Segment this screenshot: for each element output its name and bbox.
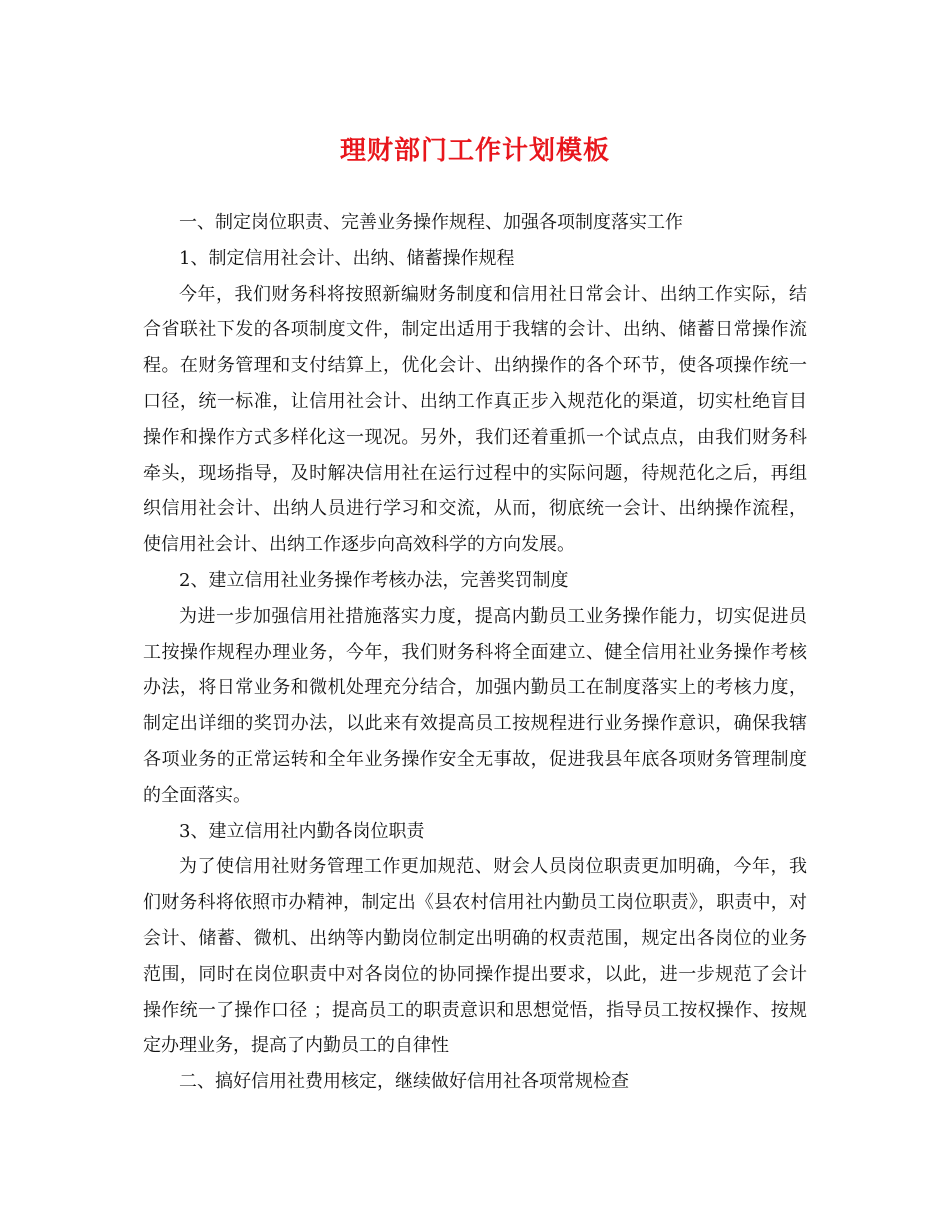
subsection-heading-2: 2、建立信用社业务操作考核办法，完善奖罚制度 [179,569,569,591]
section-heading-2: 二、搞好信用社费用核定，继续做好信用社各项常规检查 [179,1071,629,1093]
paragraph-3: 为了使信用社财务管理工作更加规范、财会人员岗位职责更加明确，今年，我们财务科将依照市办精神，制定出《县农村信用社内勤员工岗位职责》，职责中，对会计、储蓄、微机、出纳等内勤岗位制定出明确的权责范围，规定出各岗位的业务范围，同时在岗位职责中对各岗位的协同操作提出要求，以此，进一步规范了会计操作统一了操作口径 ；提高员工的职责意识和思想觉悟，指导员工按权操作、按规定办理业务，提高了内勤员工的自律性 [143,856,807,1057]
paragraph-1: 今年，我们财务科将按照新编财务制度和信用社日常会计、出纳工作实际，结合省联社下发的各项制度文件，制定出适用于我辖的会计、出纳、储蓄日常操作流程。在财务管理和支付结算上，优化会计、出纳操作的各个环节，使各项操作统一口径，统一标准，让信用社会计、出纳工作真正步入规范化的渠道，切实杜绝盲目操作和操作方式多样化这一现况。另外，我们还着重抓一个试点点，由我们财务科牵头，现场指导，及时解决信用社在运行过程中的实际问题，待规范化之后，再组织信用社会计、出纳人员进行学习和交流，从而，彻底统一会计、出纳操作流程，使信用社会计、出纳工作逐步向高效科学的方向发展。 [143,283,807,556]
section-heading-1: 一、制定岗位职责、完善业务操作规程、加强各项制度落实工作 [179,212,683,233]
document-body [143,205,807,1100]
document-title: 理财部门工作计划模板 [339,136,610,166]
subsection-heading-3: 3、建立信用社内勤各岗位职责 [179,820,425,842]
subsection-heading-1: 1、制定信用社会计、出纳、储蓄操作规程 [179,247,515,269]
paragraph-2: 为进一步加强信用社措施落实力度，提高内勤员工业务操作能力，切实促进员工按操作规程办理业务，今年，我们财务科将全面建立、健全信用社业务操作考核办法，将日常业务和微机处理充分结合，加强内勤员工在制度落实上的考核力度，制定出详细的奖罚办法，以此来有效提高员工按规程进行业务操作意识，确保我辖各项业务的正常运转和全年业务操作安全无事故，促进我县年底各项财务管理制度的全面落实。 [143,605,807,806]
